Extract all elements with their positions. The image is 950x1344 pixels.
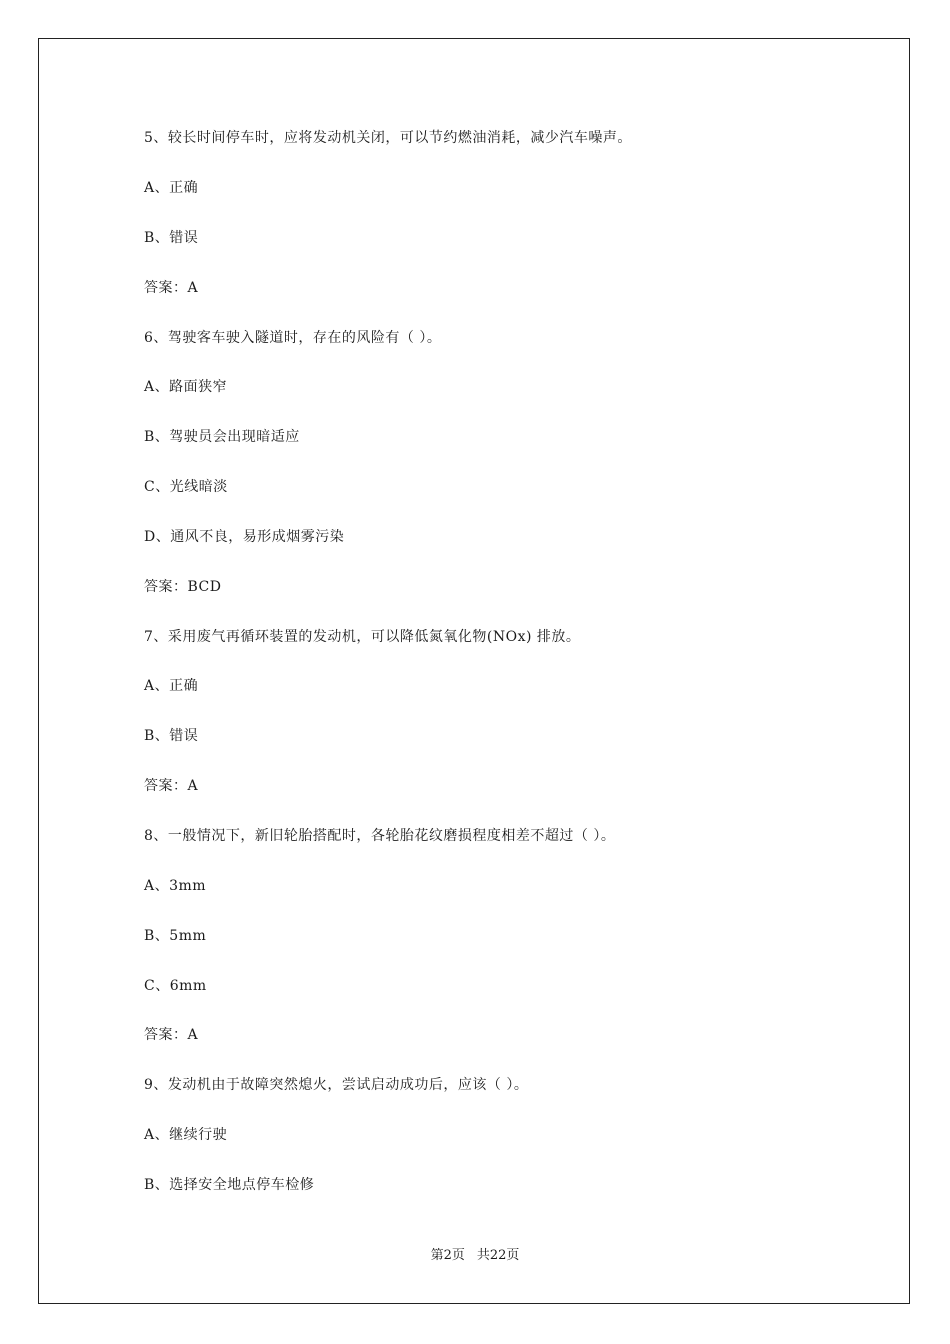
q9-option-b: B、选择安全地点停车检修 (144, 1177, 315, 1193)
question-7: 7、采用废气再循环装置的发动机，可以降低氮氧化物(NOx) 排放。 (144, 629, 581, 645)
question-6: 6、驾驶客车驶入隧道时，存在的风险有（ ）。 (144, 330, 442, 346)
q7-answer: 答案：A (144, 778, 199, 794)
q8-option-b: B、5mm (144, 928, 207, 944)
q5-option-a: A、正确 (144, 180, 199, 196)
q6-answer: 答案：BCD (144, 579, 222, 595)
question-8: 8、一般情况下，新旧轮胎搭配时，各轮胎花纹磨损程度相差不超过（ ）。 (144, 828, 616, 844)
page-number: 第2页 (430, 1248, 465, 1263)
q6-option-c: C、光线暗淡 (144, 479, 228, 495)
q6-option-d: D、通风不良，易形成烟雾污染 (144, 529, 345, 545)
q5-answer: 答案：A (144, 280, 199, 296)
q6-option-b: B、驾驶员会出现暗适应 (144, 429, 300, 445)
q8-answer: 答案：A (144, 1027, 199, 1043)
q9-option-a: A、继续行驶 (144, 1127, 228, 1143)
page-footer (0, 1247, 950, 1265)
q7-option-b: B、错误 (144, 728, 199, 744)
q8-option-a: A、3mm (144, 878, 207, 894)
q7-option-a: A、正确 (144, 678, 199, 694)
question-5: 5、较长时间停车时，应将发动机关闭，可以节约燃油消耗，减少汽车噪声。 (144, 130, 632, 146)
q6-option-a: A、路面狭窄 (144, 379, 228, 395)
q5-option-b: B、错误 (144, 230, 199, 246)
question-9: 9、发动机由于故障突然熄火，尝试启动成功后，应该（ ）。 (144, 1077, 529, 1093)
q8-option-c: C、6mm (144, 978, 207, 994)
page-total: 共22页 (476, 1248, 520, 1263)
